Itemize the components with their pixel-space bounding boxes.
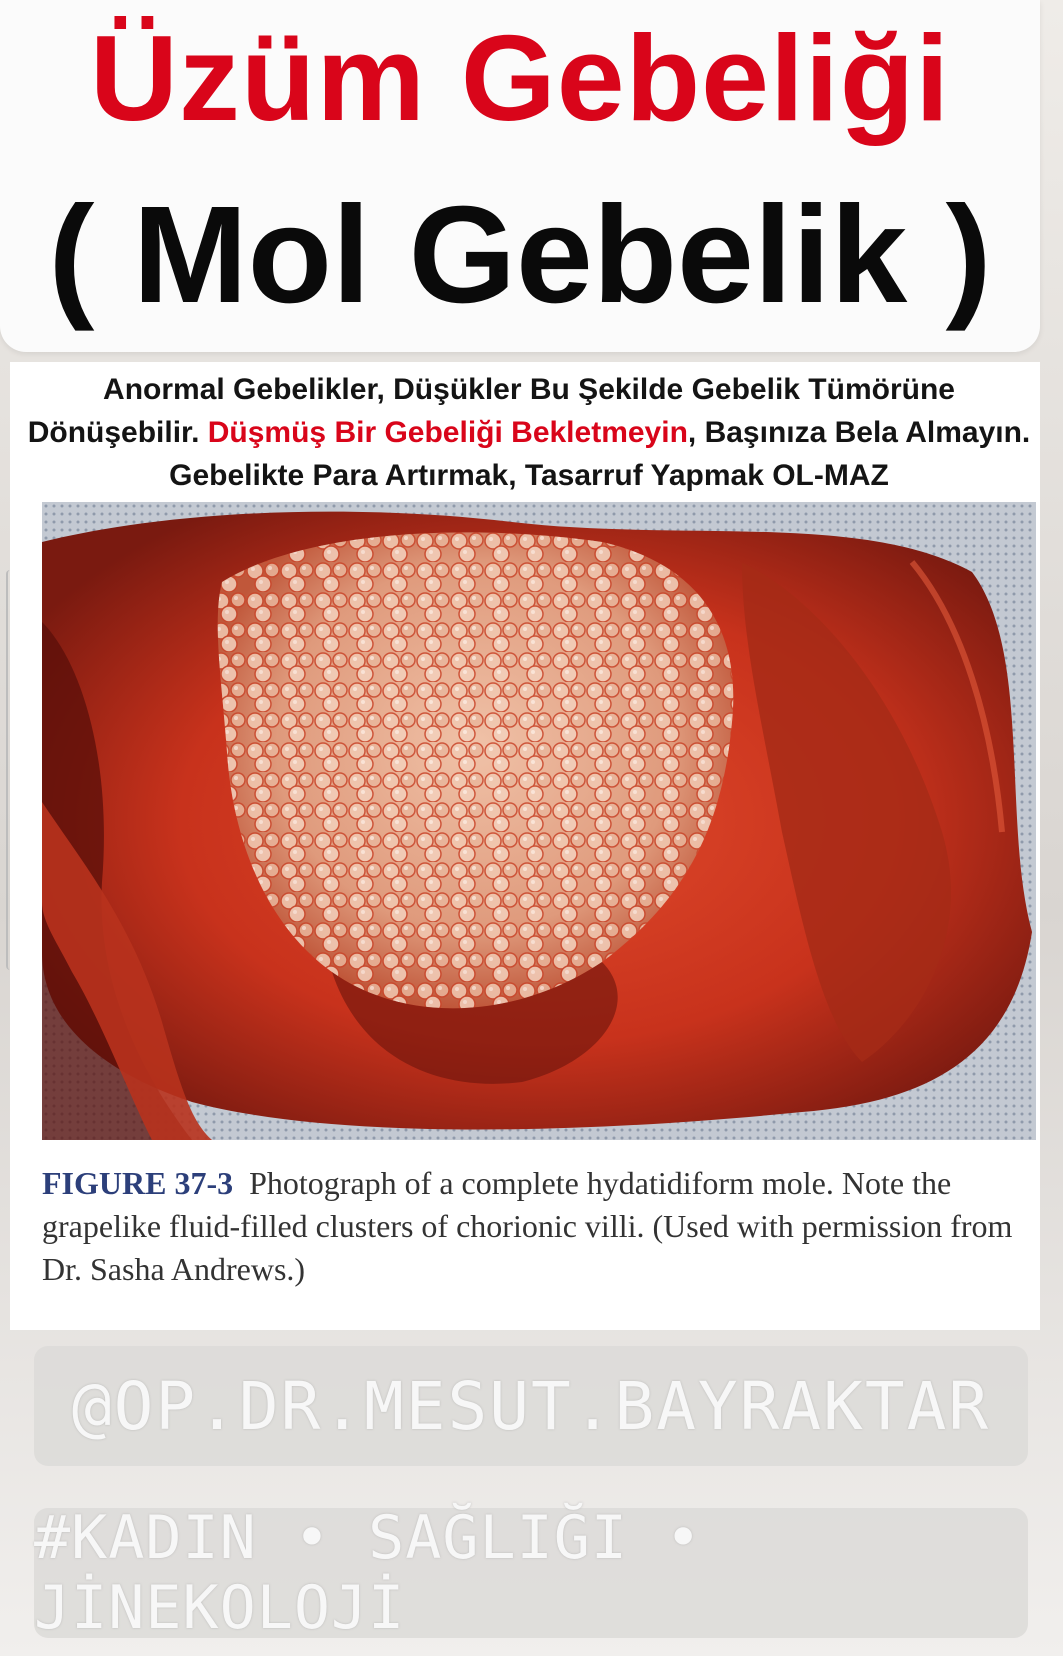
warning-text-part1: Anormal Gebelikler, Düşükler Bu Şekilde Gebelik Tümörüne Dönüşebilir.: [27, 373, 955, 449]
warning-highlight: Düşmüş Bir Gebeliği Bekletmeyin: [207, 416, 688, 449]
figure-caption: [42, 1162, 1032, 1291]
hashtag-text: #KADIN • SAĞLIĞI • JİNEKOLOJİ: [34, 1503, 703, 1643]
title-card: [0, 0, 1040, 352]
instagram-handle-text: @OP.DR.MESUT.BAYRAKTAR: [71, 1367, 991, 1445]
page-subtitle: ( Mol Gebelik ): [48, 178, 992, 332]
figure-caption-text: Photograph of a complete hydatidiform mole. Note the grapelike fluid-filled clusters of chorionic villi. (Used with permission from Dr. Sasha Andrews.): [42, 1165, 1013, 1287]
hashtag-tag[interactable]: [34, 1503, 1028, 1643]
page-title: Üzüm Gebeliği: [89, 10, 951, 146]
warning-text-part2: , Başınıza Bela Almayın. Gebelikte Para Artırmak, Tasarruf Yapmak OL-MAZ: [169, 416, 1031, 492]
figure-label: FIGURE 37-3: [42, 1165, 234, 1201]
hydatidiform-mole-photo: [42, 502, 1036, 1140]
instagram-handle-tag[interactable]: [34, 1346, 1028, 1466]
warning-text: [24, 368, 1034, 497]
content-card: [10, 362, 1040, 1330]
